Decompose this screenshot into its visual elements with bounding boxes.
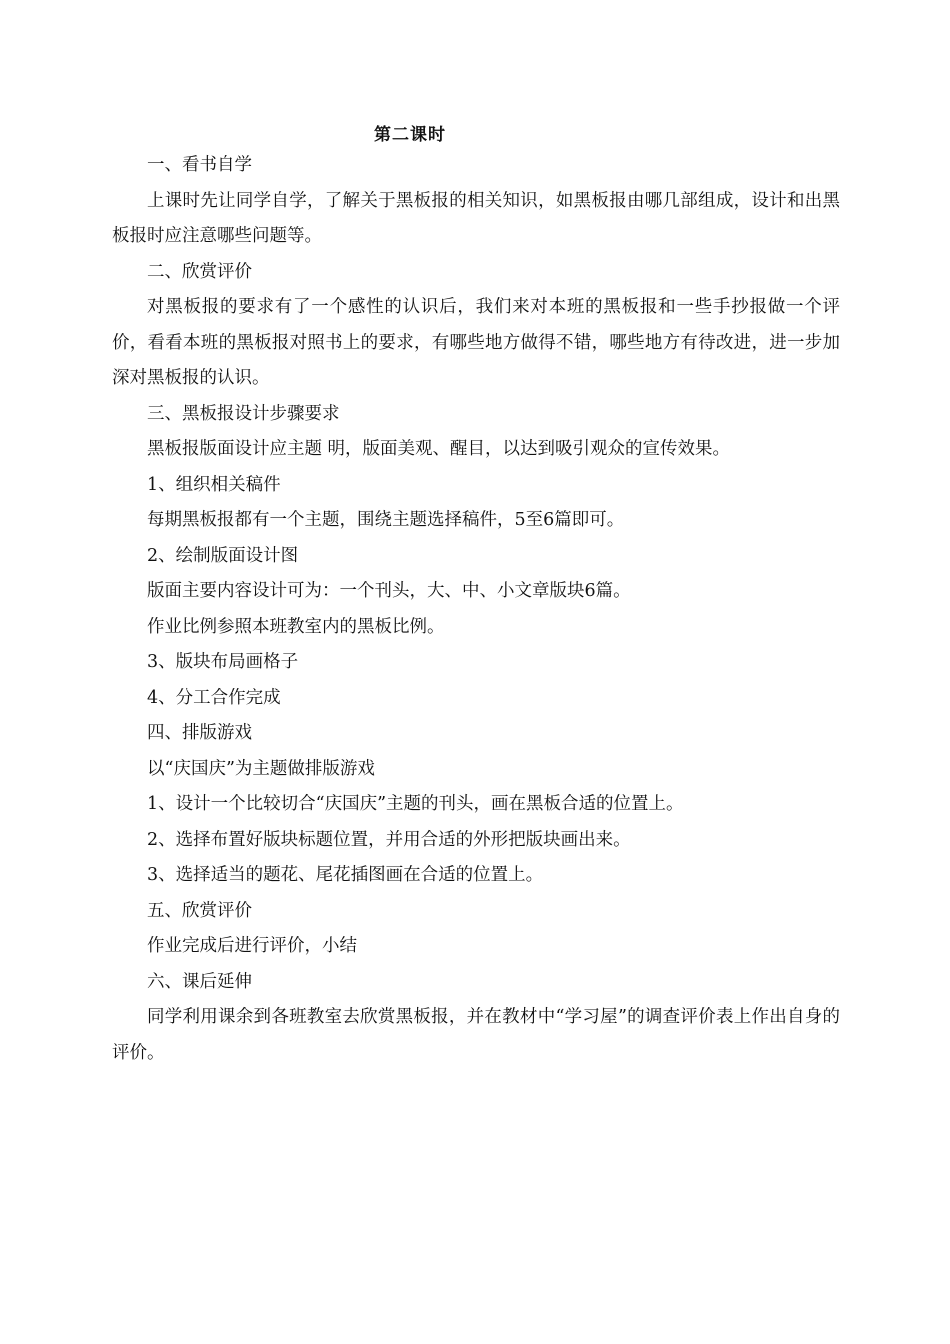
game-step-2: 2、选择布置好版块标题位置，并用合适的外形把版块画出来。 [147, 829, 631, 850]
game-step-3: 3、选择适当的题花、尾花插图画在合适的位置上。 [147, 865, 544, 885]
step-3-heading: 3、版块布局画格子 [147, 652, 299, 672]
section-heading-3: 三、黑板报设计步骤要求 [147, 403, 340, 424]
section-heading-1: 一、看书自学 [147, 155, 252, 175]
section-heading-2: 二、欣赏评价 [147, 261, 252, 282]
step-1-heading: 1、组织相关稿件 [147, 474, 281, 495]
game-theme: 以“庆国庆”为主题做排版游戏 [147, 758, 375, 779]
section-heading-6: 六、课后延伸 [147, 971, 252, 992]
paragraph-evaluation: 作业完成后进行评价，小结 [147, 936, 357, 956]
section-heading-4: 四、排版游戏 [147, 723, 252, 743]
page-title: 第二课时 [374, 125, 446, 145]
paragraph-appreciation: 对黑板报的要求有了一个感性的认识后，我们来对本班的黑板报和一些手抄报做一个评价，看看本班的黑板报对照书上的要求，有哪些地方做得不错，哪些地方有待改进，进一步加深对黑板报的认识。 [112, 297, 840, 388]
paragraph-design-requirements: 黑板报版面设计应主题 明，版面美观、醒目，以达到吸引观众的宣传效果。 [147, 439, 731, 459]
document-body [112, 148, 840, 1071]
step-1-text: 每期黑板报都有一个主题，围绕主题选择稿件，5至6篇即可。 [147, 510, 625, 530]
step-2-note: 作业比例参照本班教室内的黑板比例。 [147, 616, 445, 637]
step-2-text: 版面主要内容设计可为：一个刊头，大、中、小文章版块6篇。 [147, 581, 631, 601]
section-heading-5: 五、欣赏评价 [147, 900, 252, 921]
paragraph-self-study: 上课时先让同学自学，了解关于黑板报的相关知识，如黑板报由哪几部组成，设计和出黑板报时应注意哪些问题等。 [112, 190, 840, 246]
game-step-1: 1、设计一个比较切合“庆国庆”主题的刊头，画在黑板合适的位置上。 [147, 794, 684, 814]
step-4-heading: 4、分工合作完成 [147, 687, 281, 708]
step-2-heading: 2、绘制版面设计图 [147, 545, 299, 566]
paragraph-extension: 同学利用课余到各班教室去欣赏黑板报，并在教材中“学习屋”的调查评价表上作出自身的评价。 [112, 1007, 840, 1063]
